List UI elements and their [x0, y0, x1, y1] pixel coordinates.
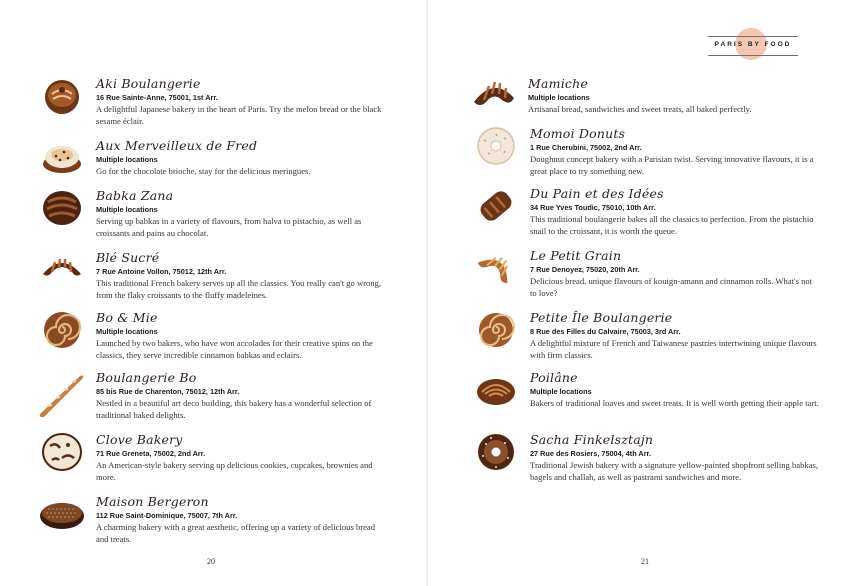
bakery-description: A charming bakery with a great aesthetic, offering up a variety of delicious bread and treats.	[96, 522, 376, 544]
brioche-icon	[40, 138, 84, 178]
bakery-name: Aki Boulangerie	[96, 76, 201, 91]
bakery-name: Bo & Mie	[96, 310, 158, 325]
bakery-address: 1 Rue Cherubini, 75002, 2nd Arr.	[530, 143, 642, 152]
bakery-description: Nestled in a beautiful art deco building, this bakery has a wonderful selection of traditional baked delights.	[96, 398, 372, 420]
bakery-name: Babka Zana	[96, 188, 174, 203]
bakery-address: 7 Rue Denoyez, 75020, 20th Arr.	[530, 265, 640, 274]
bakery-name: Le Petit Grain	[530, 248, 622, 263]
bakery-address: 71 Rue Greneta, 75002, 2nd Arr.	[96, 449, 206, 458]
bakery-description: Launched by two bakers, who have won accolades for their creative spins on the classics, they serve incredible cinnamon babkas and eclairs.	[96, 338, 373, 360]
bakery-description: An American-style bakery serving up delicious cookies, cupcakes, brownies and more.	[96, 460, 373, 482]
bakery-address: 85 bis Rue de Charenton, 75012, 12th Arr.	[96, 387, 240, 396]
bakery-description: A delightful mixture of French and Taiwanese pastries intertwining unique flavours with firm classics.	[530, 338, 817, 360]
croissant-icon	[40, 250, 84, 290]
bakery-address: 34 Rue Yves Toudic, 75010, 10th Arr.	[530, 203, 656, 212]
page-number-left: 20	[207, 557, 215, 566]
tart-icon	[38, 494, 86, 534]
bakery-description: Bakers of traditional loaves and sweet treats. It is well worth getting their apple tart.	[530, 398, 819, 408]
bakery-address: 16 Rue Sainte-Anne, 75001, 1st Arr.	[96, 93, 218, 102]
bakery-name: Mamiche	[528, 76, 588, 91]
cinnamon-roll-icon	[474, 310, 518, 350]
pain-au-chocolat-icon	[474, 186, 518, 226]
bakery-name: Boulangerie Bo	[96, 370, 197, 385]
bakery-description: This traditional French bakery serves up all the classics. You really can't go wrong, from the flaky croissants to the fluffy madeleines.	[96, 278, 382, 300]
bakery-description: Go for the chocolate brioche, stay for the delicious meringues.	[96, 166, 311, 176]
page-number-right: 21	[641, 557, 649, 566]
bakery-description: A delightful Japanese bakery in the heart of Paris. Try the melon bread or the black sesame éclair.	[96, 104, 382, 126]
cookie-icon	[40, 432, 84, 472]
bakery-name: Sacha Finkelsztajn	[530, 432, 654, 447]
bakery-address: 7 Rue Antoine Vollon, 75012, 12th Arr.	[96, 267, 227, 276]
bakery-address: 112 Rue Saint-Dominique, 75007, 7th Arr.	[96, 511, 238, 520]
bakery-description: Artisanal bread, sandwiches and sweet treats, all baked perfectly.	[528, 104, 752, 114]
bakery-description: Traditional Jewish bakery with a signature yellow-painted shopfront selling babkas, bagels and challah, as well as pastrami sandwiches and more.	[530, 460, 818, 482]
bakery-name: Momoi Donuts	[530, 126, 626, 141]
bakery-name: Maison Bergeron	[96, 494, 209, 509]
baguette-icon	[34, 370, 88, 418]
bakery-address: Multiple locations	[530, 387, 592, 396]
donut-icon	[474, 126, 518, 166]
bakery-name: Poilâne	[530, 370, 578, 385]
bakery-name: Blé Sucré	[96, 250, 160, 265]
book-gutter	[426, 0, 428, 586]
bakery-address: Multiple locations	[96, 327, 158, 336]
loaf-icon	[474, 370, 518, 410]
bakery-name: Clove Bakery	[96, 432, 183, 447]
cinnamon-bun-icon	[40, 76, 84, 116]
croissant-icon	[472, 76, 516, 116]
bakery-address: Multiple locations	[528, 93, 590, 102]
bakery-name: Aux Merveilleux de Fred	[96, 138, 258, 153]
bakery-description: Delicious bread, unique flavours of kouign-amann and cinnamon rolls. What's not to love?	[530, 276, 813, 298]
babka-icon	[40, 188, 84, 228]
cinnamon-roll-icon	[40, 310, 84, 350]
bakery-address: 8 Rue des Filles du Calvaire, 75003, 3rd Arr.	[530, 327, 681, 336]
croissant-icon	[474, 248, 518, 288]
bakery-address: 27 Rue des Rosiers, 75004, 4th Arr.	[530, 449, 652, 458]
bakery-description: Doughnut concept bakery with a Parisian twist. Serving innovative flavours, it is a great place to try something new.	[530, 154, 814, 176]
running-header: PARIS BY FOOD	[714, 41, 792, 48]
bagel-icon	[474, 432, 518, 472]
bakery-description: This traditional boulangerie bakes all the classics to perfection. From the pistachio snail to the croissant, it is worth the queue.	[530, 214, 814, 236]
bakery-address: Multiple locations	[96, 155, 158, 164]
bakery-address: Multiple locations	[96, 205, 158, 214]
bakery-description: Serving up babkas in a variety of flavours, from halva to pistachio, as well as croissants and pains au chocolat.	[96, 216, 362, 238]
bakery-name: Petite Île Boulangerie	[530, 310, 673, 325]
bakery-name: Du Pain et des Idées	[530, 186, 664, 201]
